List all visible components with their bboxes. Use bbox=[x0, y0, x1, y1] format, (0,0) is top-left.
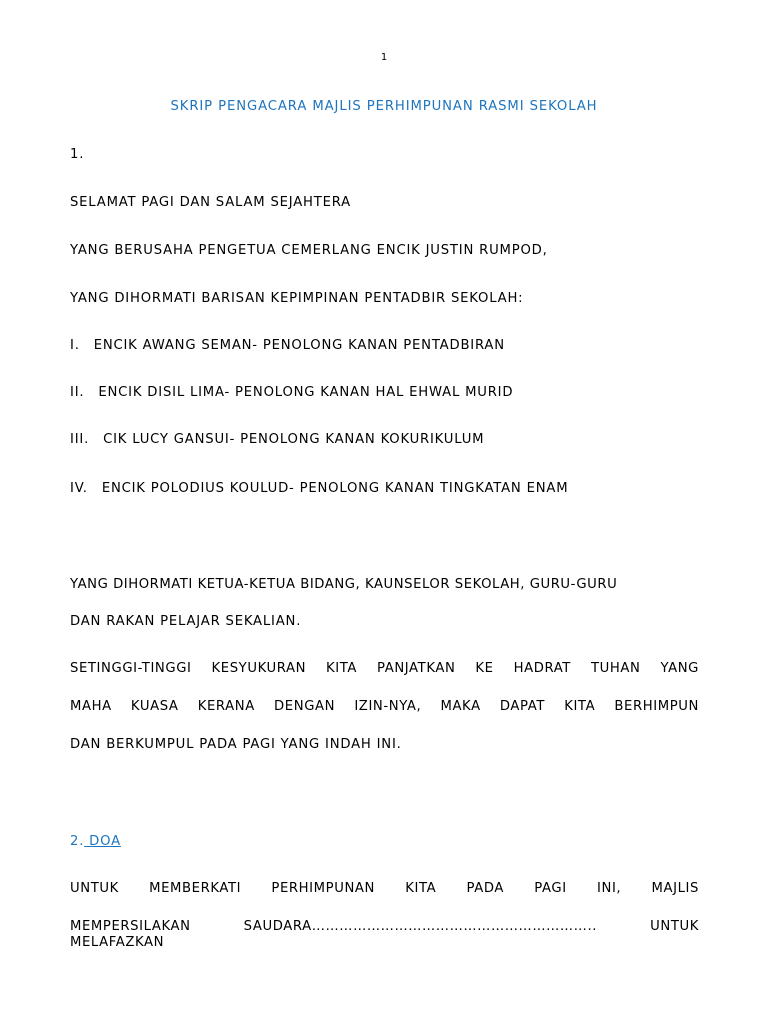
principal-line: YANG BERUSAHA PENGETUA CEMERLANG ENCIK JUSTIN RUMPOD, bbox=[70, 243, 548, 258]
leader-text: ENCIK POLODIUS KOULUD- PENOLONG KANAN TINGKATAN ENAM bbox=[101, 481, 569, 496]
section-2-title: DOA bbox=[84, 834, 121, 849]
doa-line-1: UNTUK MEMBERKATI PERHIMPUNAN KITA PADA PAGI INI, MAJLIS bbox=[70, 881, 699, 896]
gratitude-line-1: SETINGGI-TINGGI KESYUKURAN KITA PANJATKAN KE HADRAT TUHAN YANG bbox=[70, 661, 699, 676]
leader-text: ENCIK AWANG SEMAN- PENOLONG KANAN PENTADBIRAN bbox=[93, 338, 505, 353]
gratitude-line-3: DAN BERKUMPUL PADA PAGI YANG INDAH INI. bbox=[70, 737, 402, 752]
leader-item bbox=[70, 432, 484, 448]
section-2-heading bbox=[70, 834, 121, 850]
gratitude-line-2: MAHA KUASA KERANA DENGAN IZIN-NYA, MAKA DAPAT KITA BERHIMPUN bbox=[70, 699, 699, 714]
leadership-intro-line: YANG DIHORMATI BARISAN KEPIMPINAN PENTADBIR SEKOLAH: bbox=[70, 291, 524, 306]
leader-text: ENCIK DISIL LIMA- PENOLONG KANAN HAL EHWAL MURID bbox=[98, 385, 514, 400]
section-2-number: 2. bbox=[70, 834, 85, 849]
leader-item bbox=[70, 481, 568, 497]
audience-line-1: YANG DIHORMATI KETUA-KETUA BIDANG, KAUNSELOR SEKOLAH, GURU-GURU bbox=[70, 577, 618, 592]
leader-numeral: IV. bbox=[70, 481, 88, 496]
leader-numeral: I. bbox=[70, 338, 80, 353]
doa-line-2: MEMPERSILAKAN SAUDARA…………………………………………………….. UNTUK MELAFAZKAN bbox=[70, 919, 699, 950]
document-title: SKRIP PENGACARA MAJLIS PERHIMPUNAN RASMI SEKOLAH bbox=[170, 99, 598, 114]
leader-numeral: III. bbox=[70, 432, 90, 447]
greeting-line: SELAMAT PAGI DAN SALAM SEJAHTERA bbox=[70, 195, 352, 210]
page-number: 1 bbox=[380, 52, 388, 63]
audience-line-2: DAN RAKAN PELAJAR SEKALIAN. bbox=[70, 614, 302, 629]
leader-numeral: II. bbox=[70, 385, 85, 400]
leader-text: CIK LUCY GANSUI- PENOLONG KANAN KOKURIKULUM bbox=[103, 432, 485, 447]
leader-item bbox=[70, 338, 505, 354]
leader-item bbox=[70, 385, 513, 401]
section-1-number: 1. bbox=[70, 147, 85, 162]
